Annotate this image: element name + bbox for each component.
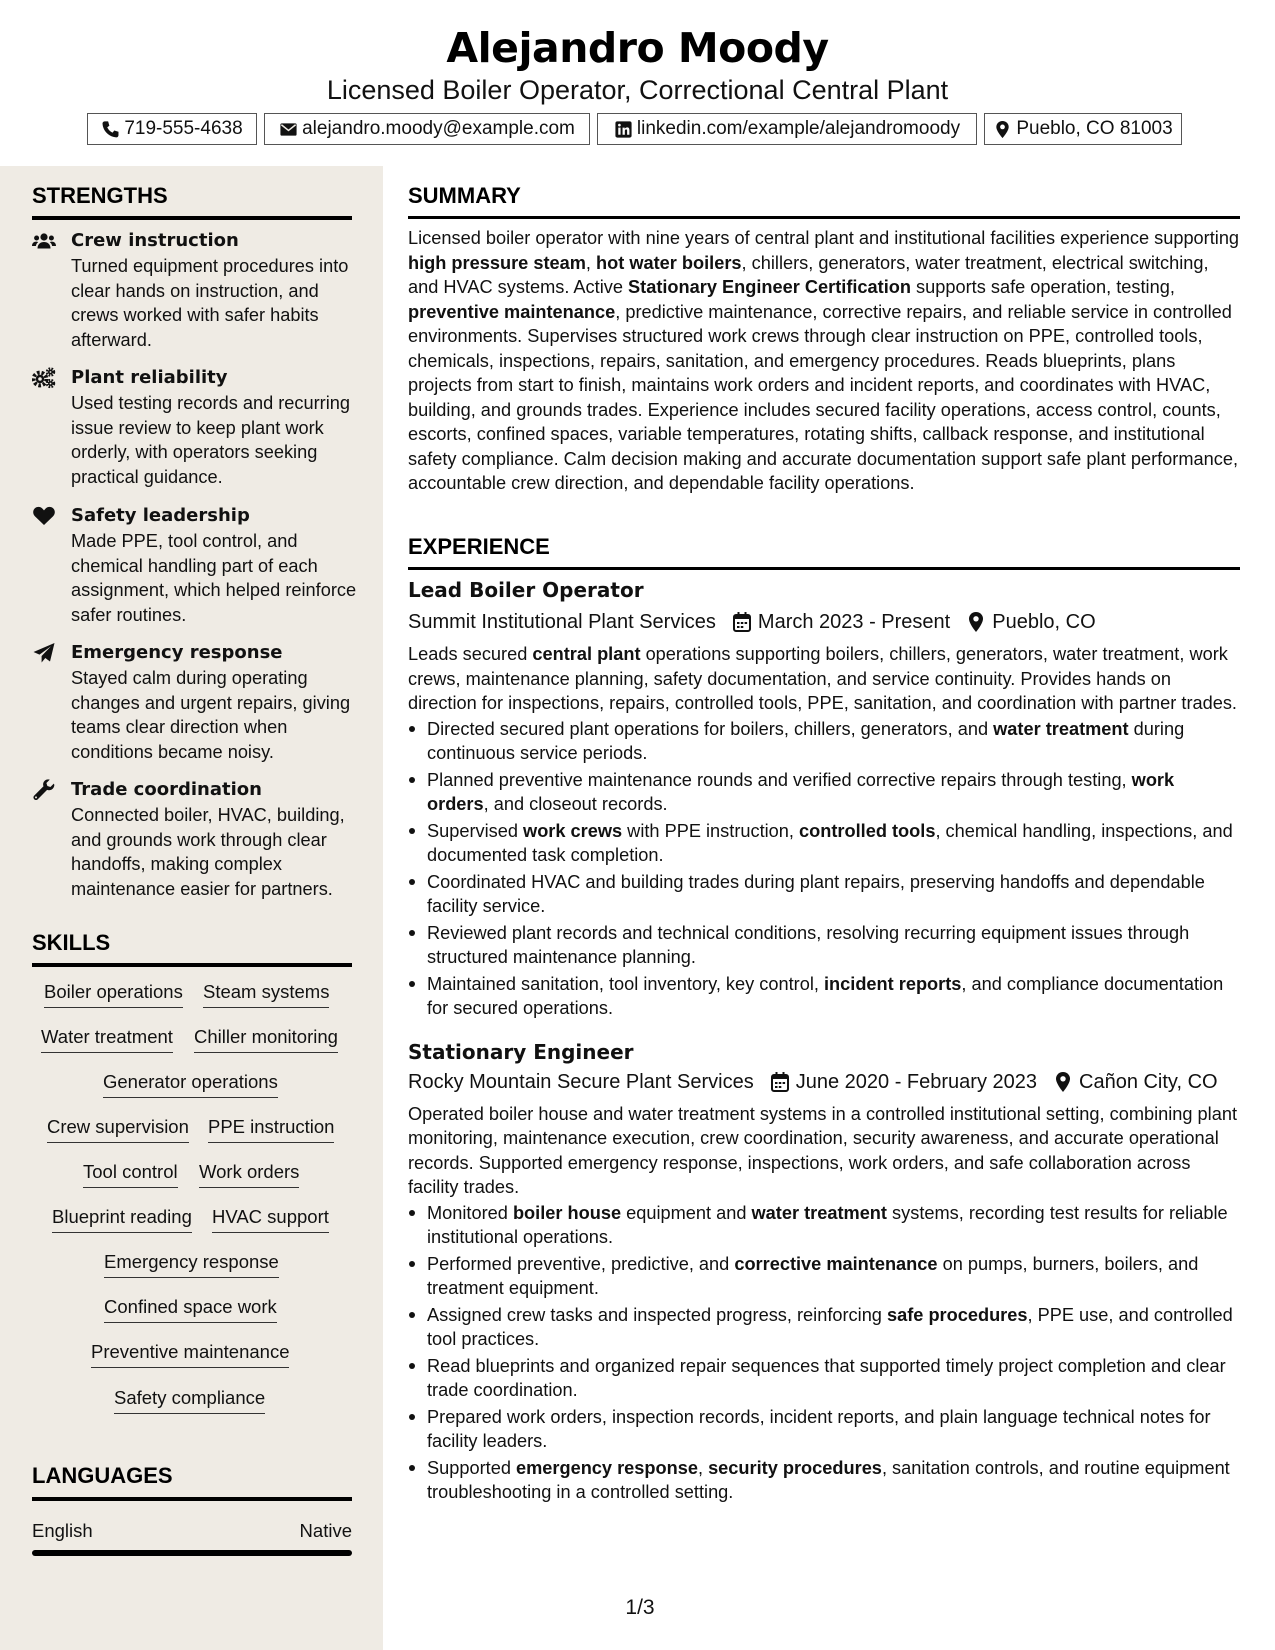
job-dates: June 2020 - February 2023 xyxy=(795,1070,1037,1093)
strength-title: Safety leadership xyxy=(71,505,250,526)
job-bullet: Planned preventive maintenance rounds and verified corrective repairs through testing, work orders, and closeout records. xyxy=(408,768,1240,817)
map-marker-icon xyxy=(966,611,986,633)
job-bullet: Monitored boiler house equipment and water treatment systems, recording test results for reliable institutional operations. xyxy=(408,1201,1240,1250)
strength-desc: Made PPE, tool control, and chemical handling part of each assignment, which helped reinforce safer routines. xyxy=(71,531,357,625)
contact-linkedin[interactable] xyxy=(597,113,977,145)
job-entry xyxy=(408,576,1240,1021)
language-level: Native xyxy=(299,1520,352,1541)
strength-title: Trade coordination xyxy=(71,779,262,800)
job-bullet: Coordinated HVAC and building trades during plant repairs, preserving handoffs and dependable facility service. xyxy=(408,870,1240,919)
job-bullet: Performed preventive, predictive, and corrective maintenance on pumps, burners, boilers, and treatment equipment. xyxy=(408,1252,1240,1301)
skills-rule xyxy=(32,963,352,967)
page-number: 1/3 xyxy=(625,1596,655,1619)
wrench-icon xyxy=(32,779,56,801)
job-company: Rocky Mountain Secure Plant Services xyxy=(408,1070,754,1093)
strength-desc: Stayed calm during operating changes and urgent repairs, giving teams clear direction when conditions became noisy. xyxy=(71,668,351,762)
job-location: Pueblo, CO xyxy=(992,611,1096,633)
contact-phone[interactable] xyxy=(87,113,257,145)
summary-section xyxy=(408,182,1240,496)
job-location: Cañon City, CO xyxy=(1079,1070,1218,1093)
job-bullet: Maintained sanitation, tool inventory, key control, incident reports, and compliance documentation for secured operations. xyxy=(408,972,1240,1021)
experience-title: EXPERIENCE xyxy=(408,534,550,559)
job-summary: Operated boiler house and water treatment systems in a controlled institutional setting, combining plant monitoring, maintenance execution, crew coordination, security awareness, and accurate operational records. Supported emergency response, inspections, work orders, and safe collaboration across facility trades. xyxy=(408,1103,1237,1197)
strengths-section xyxy=(32,182,352,220)
languages-title: LANGUAGES xyxy=(32,1463,173,1488)
skills-section xyxy=(32,929,352,967)
strength-title: Plant reliability xyxy=(71,367,228,388)
job-entry xyxy=(408,1038,1240,1505)
job-bullet: Supported emergency response, security procedures, sanitation controls, and routine equipment troubleshooting in a controlled setting. xyxy=(408,1456,1240,1505)
strength-desc: Connected boiler, HVAC, building, and grounds work through clear handoffs, making complex maintenance easier for partners. xyxy=(71,805,345,899)
cogs-icon xyxy=(32,367,56,389)
summary-title: SUMMARY xyxy=(408,183,521,208)
contact-phone-text: 719-555-4638 xyxy=(124,118,243,139)
skill-tag: Safety compliance xyxy=(114,1386,265,1414)
job-bullet: Directed secured plant operations for boilers, chillers, generators, and water treatment during continuous service periods. xyxy=(408,717,1240,766)
linkedin-icon xyxy=(614,120,633,139)
strengths-rule xyxy=(32,216,352,220)
contact-linkedin-text: linkedin.com/example/alejandromoody xyxy=(636,118,961,139)
skill-tag: Tool control xyxy=(83,1160,178,1188)
skill-tag: Blueprint reading xyxy=(52,1205,192,1233)
skill-tag: Crew supervision xyxy=(47,1115,189,1143)
job-bullets xyxy=(408,717,1240,1021)
map-marker-icon xyxy=(1053,1071,1073,1093)
skills-title: SKILLS xyxy=(32,930,111,955)
job-bullet: Reviewed plant records and technical conditions, resolving recurring equipment issues through structured maintenance planning. xyxy=(408,921,1240,970)
job-bullets xyxy=(408,1201,1240,1505)
skill-tag: Water treatment xyxy=(41,1025,173,1053)
heart-icon xyxy=(32,505,56,527)
job-bullet: Prepared work orders, inspection records, incident reports, and plain language technical notes for facility leaders. xyxy=(408,1405,1240,1454)
skill-tag: Confined space work xyxy=(104,1295,277,1323)
envelope-icon xyxy=(279,120,298,139)
phone-icon xyxy=(101,120,120,139)
job-dates: March 2023 - Present xyxy=(757,611,951,633)
skill-tag: Steam systems xyxy=(203,980,329,1008)
strength-title: Crew instruction xyxy=(71,230,239,251)
strength-desc: Turned equipment procedures into clear hands on instruction, and crews worked with safer habits afterward. xyxy=(71,256,349,350)
experience-section xyxy=(408,533,1240,1507)
job-bullet: Read blueprints and organized repair sequences that supported timely project completion and clear trade coordination. xyxy=(408,1354,1240,1403)
language-name: English xyxy=(32,1520,93,1541)
job-bullet: Supervised work crews with PPE instruction, controlled tools, chemical handling, inspections, and documented task completion. xyxy=(408,819,1240,868)
job-title: Lead Boiler Operator xyxy=(408,578,644,602)
strengths-title: STRENGTHS xyxy=(32,183,168,208)
contact-location xyxy=(984,113,1182,145)
skill-tag: Boiler operations xyxy=(44,980,183,1008)
languages-rule xyxy=(32,1497,352,1501)
contact-email-text: alejandro.moody@example.com xyxy=(302,118,575,139)
job-title: Stationary Engineer xyxy=(408,1039,634,1064)
skill-tag: Generator operations xyxy=(103,1070,278,1098)
contact-email[interactable] xyxy=(264,113,590,145)
sidebar xyxy=(0,166,383,1650)
summary-rule xyxy=(408,216,1240,219)
skill-tag: Emergency response xyxy=(104,1250,279,1278)
skill-tag: Chiller monitoring xyxy=(194,1025,338,1053)
summary-text: Licensed boiler operator with nine years of central plant and institutional facilities experience supporting high pressure steam, hot water boilers, chillers, generators, water treatment, electrical switching, and HVAC systems. Active Stationary Engineer Certification supports safe operation, testing, preventive maintenance, predictive maintenance, corrective repairs, and reliable service in controlled environments. Supervises structured work crews through clear instruction on PPE, controlled tools, chemicals, inspections, repairs, sanitation, and emergency procedures. Reads blueprints, plans projects from start to finish, maintains work orders and incident reports, and coordinates with HVAC, building, and grounds trades. Experience includes secured facility operations, access control, counts, escorts, confined spaces, variable temperatures, rotating shifts, callback response, and institutional safety compliance. Calm decision making and accurate documentation support safe plant performance, accountable crew direction, and dependable facility operations. xyxy=(408,228,1240,493)
skill-tag: Preventive maintenance xyxy=(91,1340,289,1368)
skill-tag: PPE instruction xyxy=(208,1115,334,1143)
strength-desc: Used testing records and recurring issue review to keep plant work orderly, with operators seeking practical guidance. xyxy=(71,393,351,487)
candidate-headline: Licensed Boiler Operator, Correctional Central Plant xyxy=(326,75,949,105)
calendar-icon xyxy=(732,611,752,633)
paper-plane-icon xyxy=(32,642,56,664)
skill-tag: Work orders xyxy=(199,1160,299,1188)
job-meta xyxy=(408,1068,1240,1096)
job-bullet: Assigned crew tasks and inspected progress, reinforcing safe procedures, PPE use, and controlled tool practices. xyxy=(408,1303,1240,1352)
users-icon xyxy=(32,230,56,252)
job-company: Summit Institutional Plant Services xyxy=(408,611,716,633)
skill-tag: HVAC support xyxy=(212,1205,329,1233)
contact-bar xyxy=(0,113,1275,145)
candidate-name: Alejandro Moody xyxy=(446,24,829,72)
contact-location-text: Pueblo, CO 81003 xyxy=(1016,118,1173,139)
experience-rule xyxy=(408,567,1240,570)
job-summary: Leads secured central plant operations supporting boilers, chillers, generators, water treatment, work crews, maintenance planning, safety documentation, and service continuity. Provides hands on direction for inspections, repairs, controlled tools, PPE, sanitation, and coordination with partner trades. xyxy=(408,644,1237,713)
resume-header xyxy=(0,0,1275,166)
job-meta xyxy=(408,608,1240,636)
calendar-icon xyxy=(770,1071,790,1093)
strength-title: Emergency response xyxy=(71,642,283,663)
languages-section xyxy=(32,1462,352,1501)
language-level-bar xyxy=(32,1550,352,1556)
map-marker-icon xyxy=(993,120,1012,139)
